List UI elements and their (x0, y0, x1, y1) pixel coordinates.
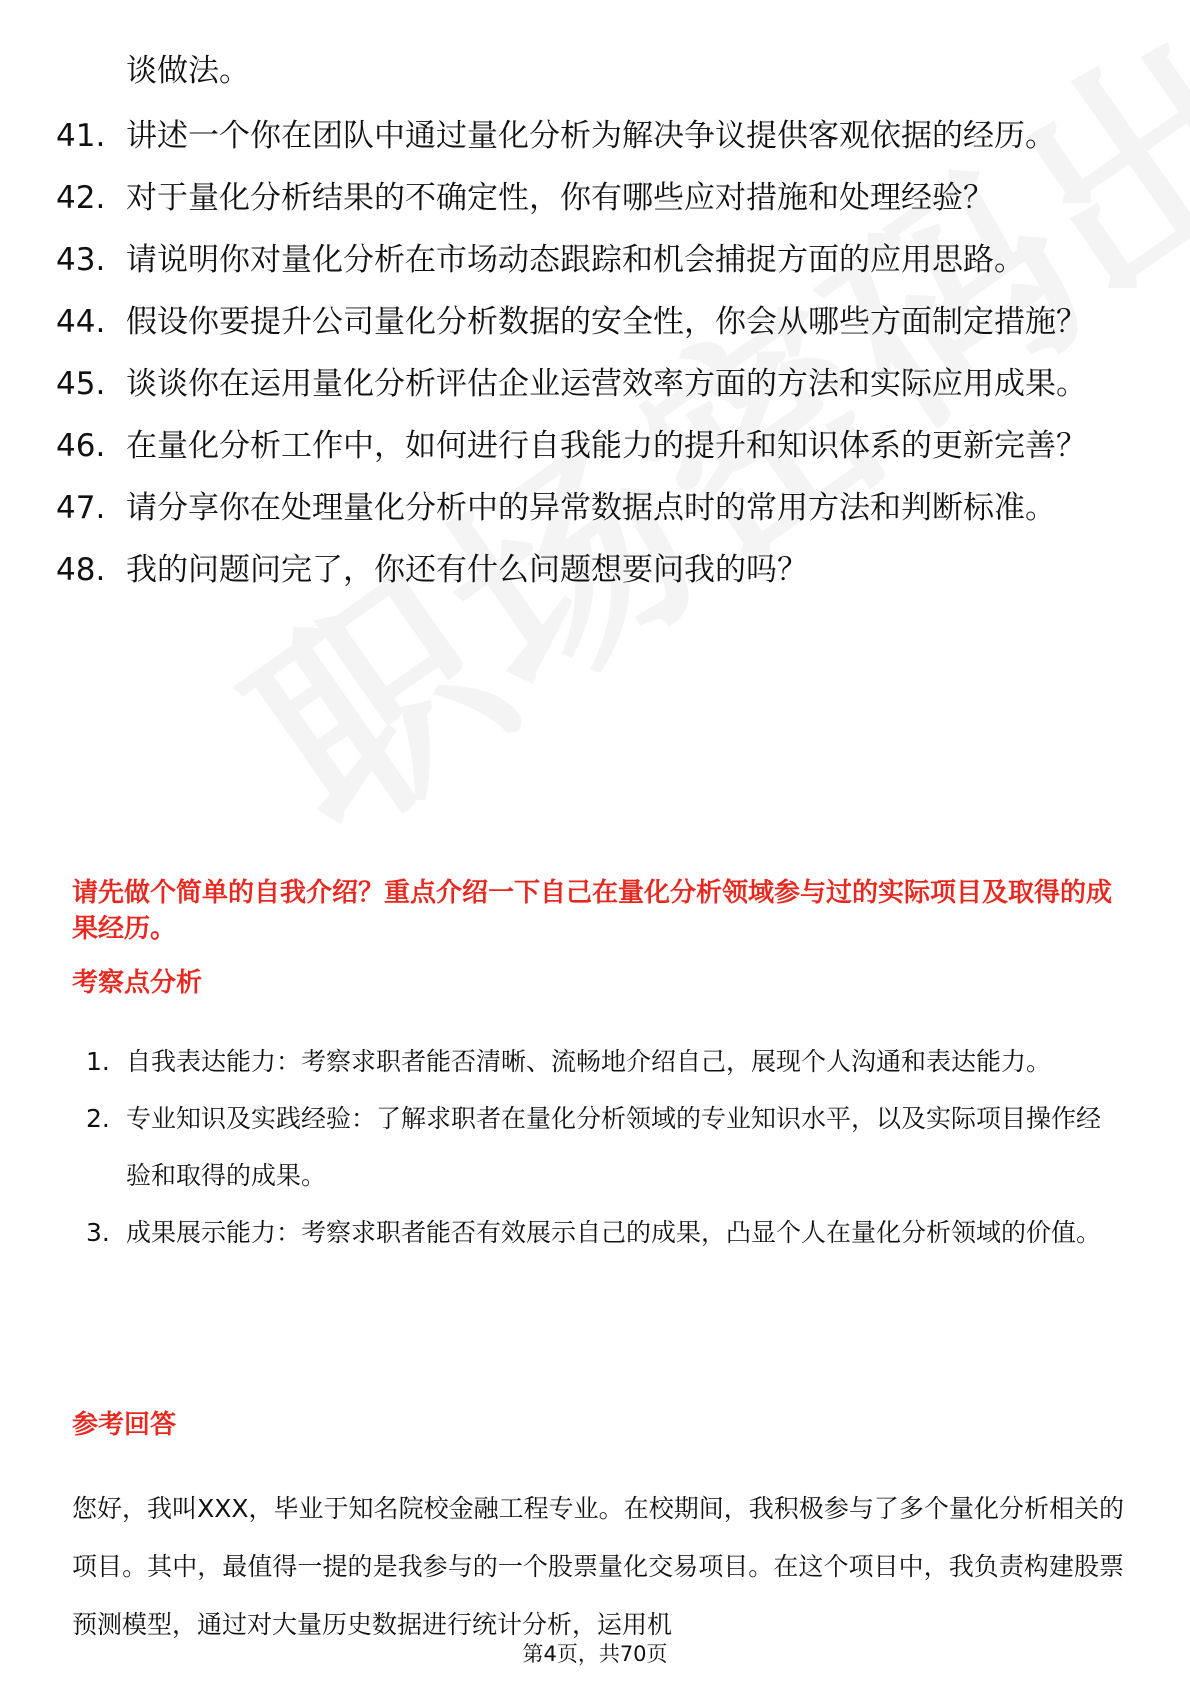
list-item (56, 425, 1126, 467)
list-item (56, 487, 1126, 529)
question-text: 对于量化分析结果的不确定性，你有哪些应对措施和处理经验？ (126, 180, 994, 216)
question-40-continued: 谈做法。 (126, 53, 250, 89)
question-number: 41. (56, 118, 106, 154)
analysis-text: 自我表达能力：考察求职者能否清晰、流畅地介绍自己，展现个人沟通和表达能力。 (126, 1047, 1052, 1076)
answer-heading: 参考回答 (72, 1410, 177, 1440)
analysis-text: 成果展示能力：考察求职者能否有效展示自己的成果，凸显个人在量化分析领域的价值。 (126, 1218, 1102, 1247)
question-text: 请说明你对量化分析在市场动态跟踪和机会捕捉方面的应用思路。 (126, 242, 1025, 278)
list-item (86, 1090, 1116, 1204)
question-number: 44. (56, 304, 106, 340)
question-number: 47. (56, 490, 106, 526)
list-item (56, 177, 1126, 219)
analysis-number: 2. (86, 1104, 110, 1133)
question-number: 46. (56, 428, 106, 464)
page-number-footer: 第4页，共70页 (0, 1640, 1190, 1668)
list-item (56, 301, 1126, 343)
question-text: 我的问题问完了，你还有什么问题想要问我的吗？ (126, 552, 808, 588)
question-text: 在量化分析工作中，如何进行自我能力的提升和知识体系的更新完善？ (126, 428, 1087, 464)
list-item (56, 363, 1126, 405)
analysis-list (86, 1033, 1116, 1261)
question-number: 42. (56, 180, 106, 216)
question-number: 48. (56, 552, 106, 588)
list-item (86, 1204, 1116, 1261)
question-text: 请分享你在处理量化分析中的异常数据点时的常用方法和判断标准。 (126, 490, 1056, 526)
question-number: 43. (56, 242, 106, 278)
list-item (56, 115, 1126, 157)
question-number: 45. (56, 366, 106, 402)
answer-paragraph: 您好，我叫XXX，毕业于知名院校金融工程专业。在校期间，我积极参与了多个量化分析相关的项目。其中，最值得一提的是我参与的一个股票量化交易项目。在这个项目中，我负责构建股票预测模型，通过对大量历史数据进行统计分析，运用机 (72, 1494, 1124, 1639)
list-item (86, 1033, 1116, 1090)
featured-question: 请先做个简单的自我介绍？重点介绍一下自己在量化分析领域参与过的实际项目及取得的成果经历。 (72, 878, 1113, 944)
question-text: 谈谈你在运用量化分析评估企业运营效率方面的方法和实际应用成果。 (126, 366, 1087, 402)
list-item (56, 239, 1126, 281)
question-list (56, 115, 1126, 611)
list-item (56, 549, 1126, 591)
question-text: 讲述一个你在团队中通过量化分析为解决争议提供客观依据的经历。 (126, 118, 1056, 154)
analysis-text: 专业知识及实践经验：了解求职者在量化分析领域的专业知识水平，以及实际项目操作经验和取得的成果。 (126, 1104, 1102, 1190)
analysis-heading: 考察点分析 (72, 968, 203, 998)
question-text: 假设你要提升公司量化分析数据的安全性，你会从哪些方面制定措施？ (126, 304, 1087, 340)
analysis-number: 3. (86, 1218, 110, 1247)
analysis-number: 1. (86, 1047, 110, 1076)
